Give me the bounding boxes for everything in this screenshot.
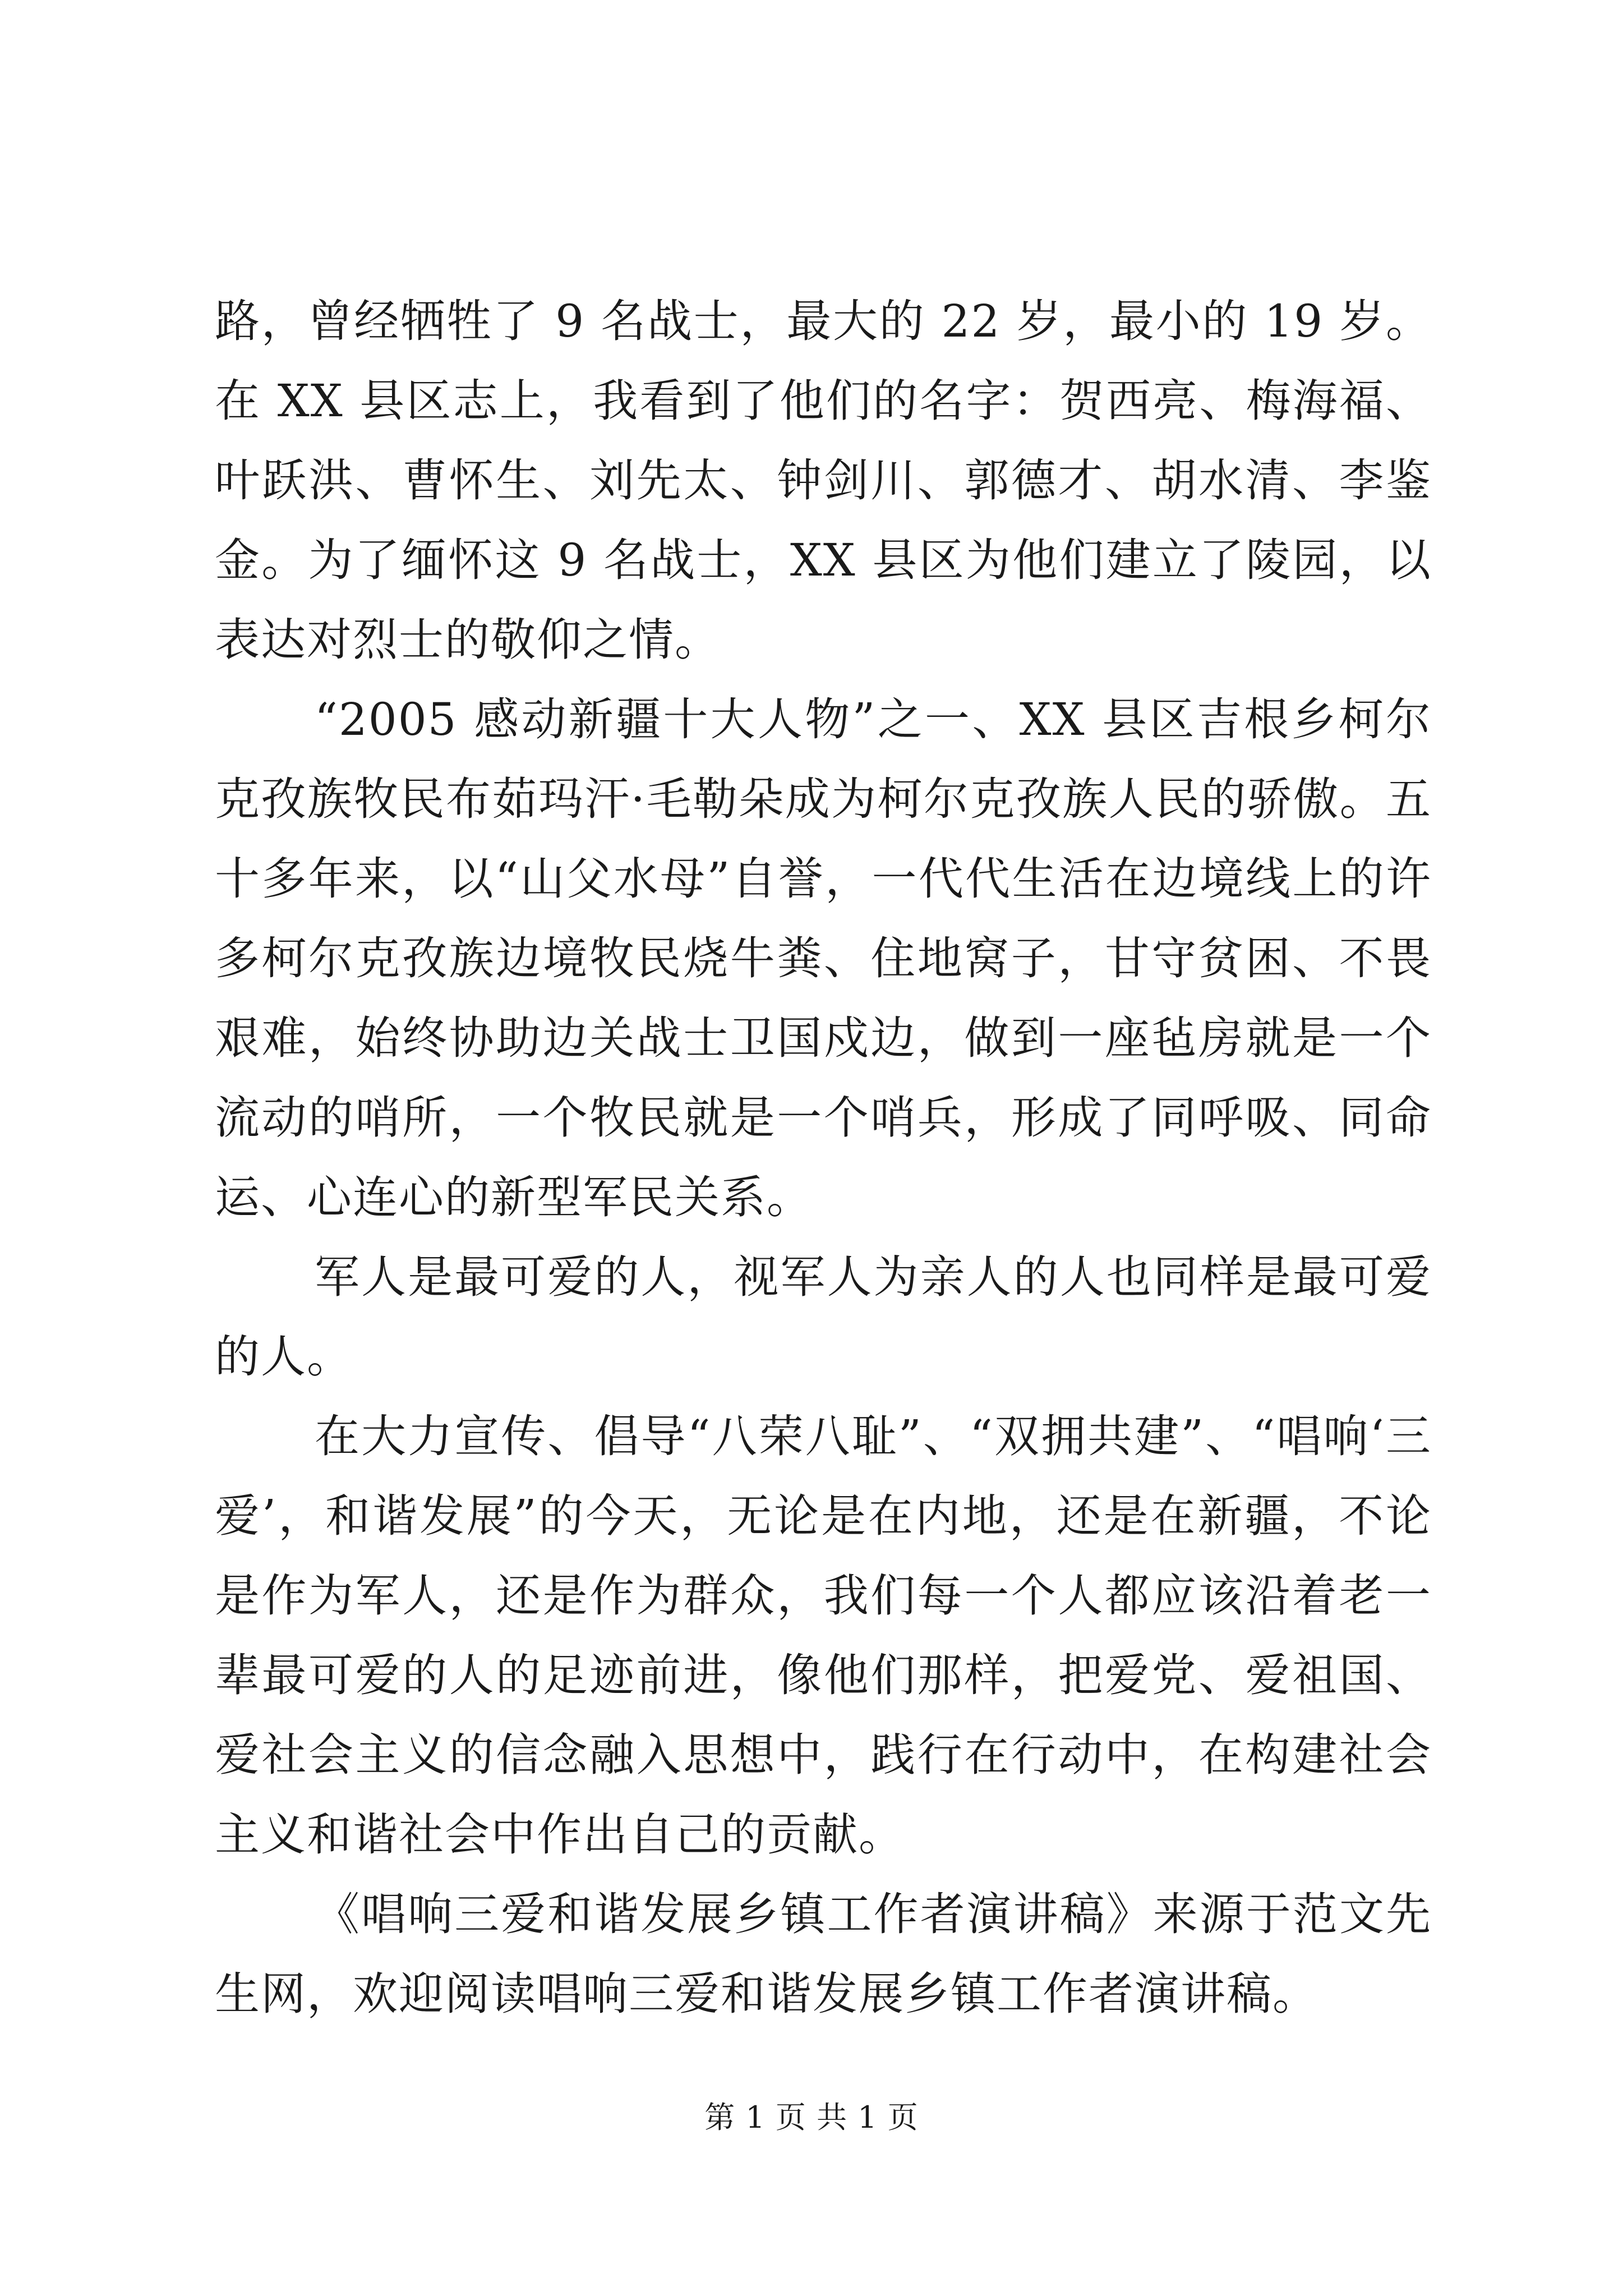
body-text (215, 282, 1432, 2034)
paragraph-5: 《唱响三爱和谐发展乡镇工作者演讲稿》来源于范文先生网，欢迎阅读唱响三爱和谐发展乡镇工作者演讲稿。 (215, 1888, 1432, 2020)
paragraph-1: 路，曾经牺牲了 9 名战士，最大的 22 岁，最小的 19 岁。在 XX 县区志上，我看到了他们的名字：贺西亮、梅海福、叶跃洪、曹怀生、刘先太、钟剑川、郭德才、胡水清、李鉴金。为了缅怀这 9 名战士，XX 县区为他们建立了陵园，以表达对烈士的敬仰之情。 (215, 295, 1432, 666)
paragraph-2: “2005 感动新疆十大人物”之一、XX 县区吉根乡柯尔克孜族牧民布茹玛汗·毛勒朵成为柯尔克孜族人民的骄傲。五十多年来，以“山父水母”自誉，一代代生活在边境线上的许多柯尔克孜族边境牧民烧牛粪、住地窝子，甘守贫困、不畏艰难，始终协助边关战士卫国戍边，做到一座毡房就是一个流动的哨所，一个牧民就是一个哨兵，形成了同呼吸、同命运、心连心的新型军民关系。 (215, 693, 1432, 1223)
paragraph-4: 在大力宣传、倡导“八荣八耻”、“双拥共建”、“唱响‘三爱’，和谐发展”的今天，无论是在内地，还是在新疆，不论是作为军人，还是作为群众，我们每一个人都应该沿着老一辈最可爱的人的足迹前进，像他们那样，把爱党、爱祖国、爱社会主义的信念融入思想中，践行在行动中，在构建社会主义和谐社会中作出自己的贡献。 (215, 1410, 1432, 1861)
page-footer: 第 1 页 共 1 页 (704, 2100, 919, 2135)
paragraph-3: 军人是最可爱的人，视军人为亲人的人也同样是最可爱的人。 (215, 1251, 1432, 1383)
